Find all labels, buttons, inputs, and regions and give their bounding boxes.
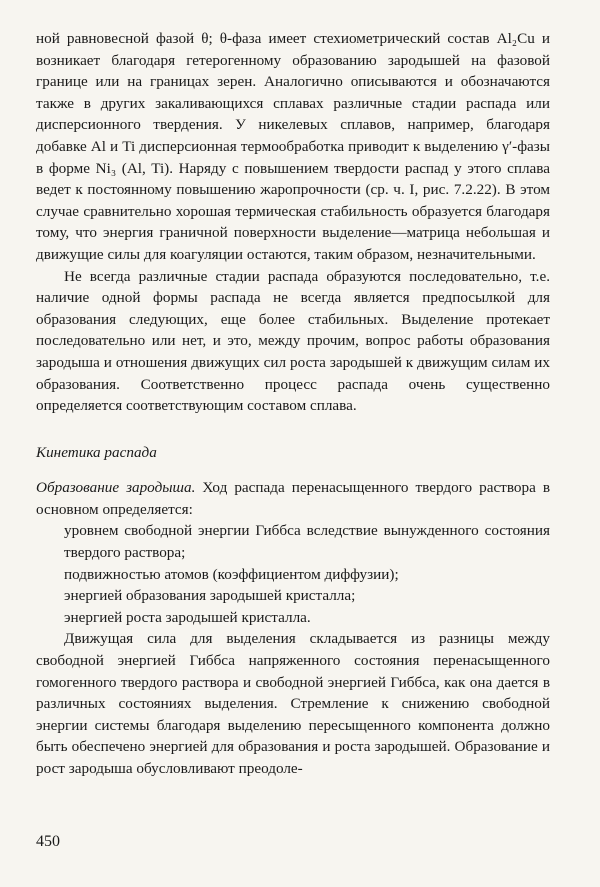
section-heading: Кинетика распада: [36, 443, 157, 461]
closing-paragraph: Движущая сила для выделения складывается из разницы между свободной энергией Гиббса напряженного состояния перенасыщенного гомогенного твердого раствора и свободной энергией Гиббса, как она дается в различных состояниях выделения. Стремление к снижению свободной энергии системы благодаря выделению пересыщенного компонента должно быть обеспечено энергией для образования и роста зародышей. Образование и рост зародыша обусловливают преодоле-: [36, 630, 550, 777]
list-item-4: энергией роста зародышей кристалла.: [64, 608, 311, 626]
page-text: [36, 28, 550, 780]
paragraph-2: Не всегда различные стадии распада образуются последовательно, т.е. наличие одной формы распада не всегда является предпосылкой для образования следующих, еще более стабильных. Выделение протекает последовательно или нет, и это, между прочим, вопрос работы образования зародыша и отношения движущих сил роста зародышей к движущим силам их образования. Соответственно процесс распада очень существенно определяется соответствующим составом сплава.: [36, 267, 550, 415]
list-item-1: уровнем свободной энергии Гиббса вследствие вынужденного состояния твердого раствора;: [64, 522, 550, 562]
paragraph-1: ной равновесной фазой θ; θ-фаза имеет стехиометрический состав Al₂Cu и возникает благодаря гетерогенному образованию зародышей на фазовой границе или на границах зерен. Аналогично описываются и обозначаются также в других закаливающихся сплавах различные стадии распада или дисперсионного твердения. У никелевых сплавов, например, благодаря добавке Al и Ti дисперсионная термообработка приводит к выделению γ′-фазы в форме Ni₃ (Al, Ti). Наряду с повышением твердости распад у этого сплава ведет к постоянному повышению жаропрочности (ср. ч. I, рис. 7.2.22). В этом случае сравнительно хорошая термическая стабильность образуется благодаря тому, что энергия граничной поверхности выделение—матрица небольшая и движущие силы для коагуляции остаются, таким образом, незначительными.: [36, 30, 550, 263]
list-item-3: энергией образования зародышей кристалла;: [64, 587, 356, 605]
subsection-title: Образование зародыша.: [36, 479, 196, 497]
subsection-paragraph: [36, 477, 550, 520]
list-item-2: подвижностью атомов (коэффициентом диффузии);: [64, 565, 399, 583]
subsection-lead: Ход распада перенасыщенного твердого раствора в основном определяется:: [36, 479, 550, 518]
page-number: 450: [36, 833, 60, 850]
